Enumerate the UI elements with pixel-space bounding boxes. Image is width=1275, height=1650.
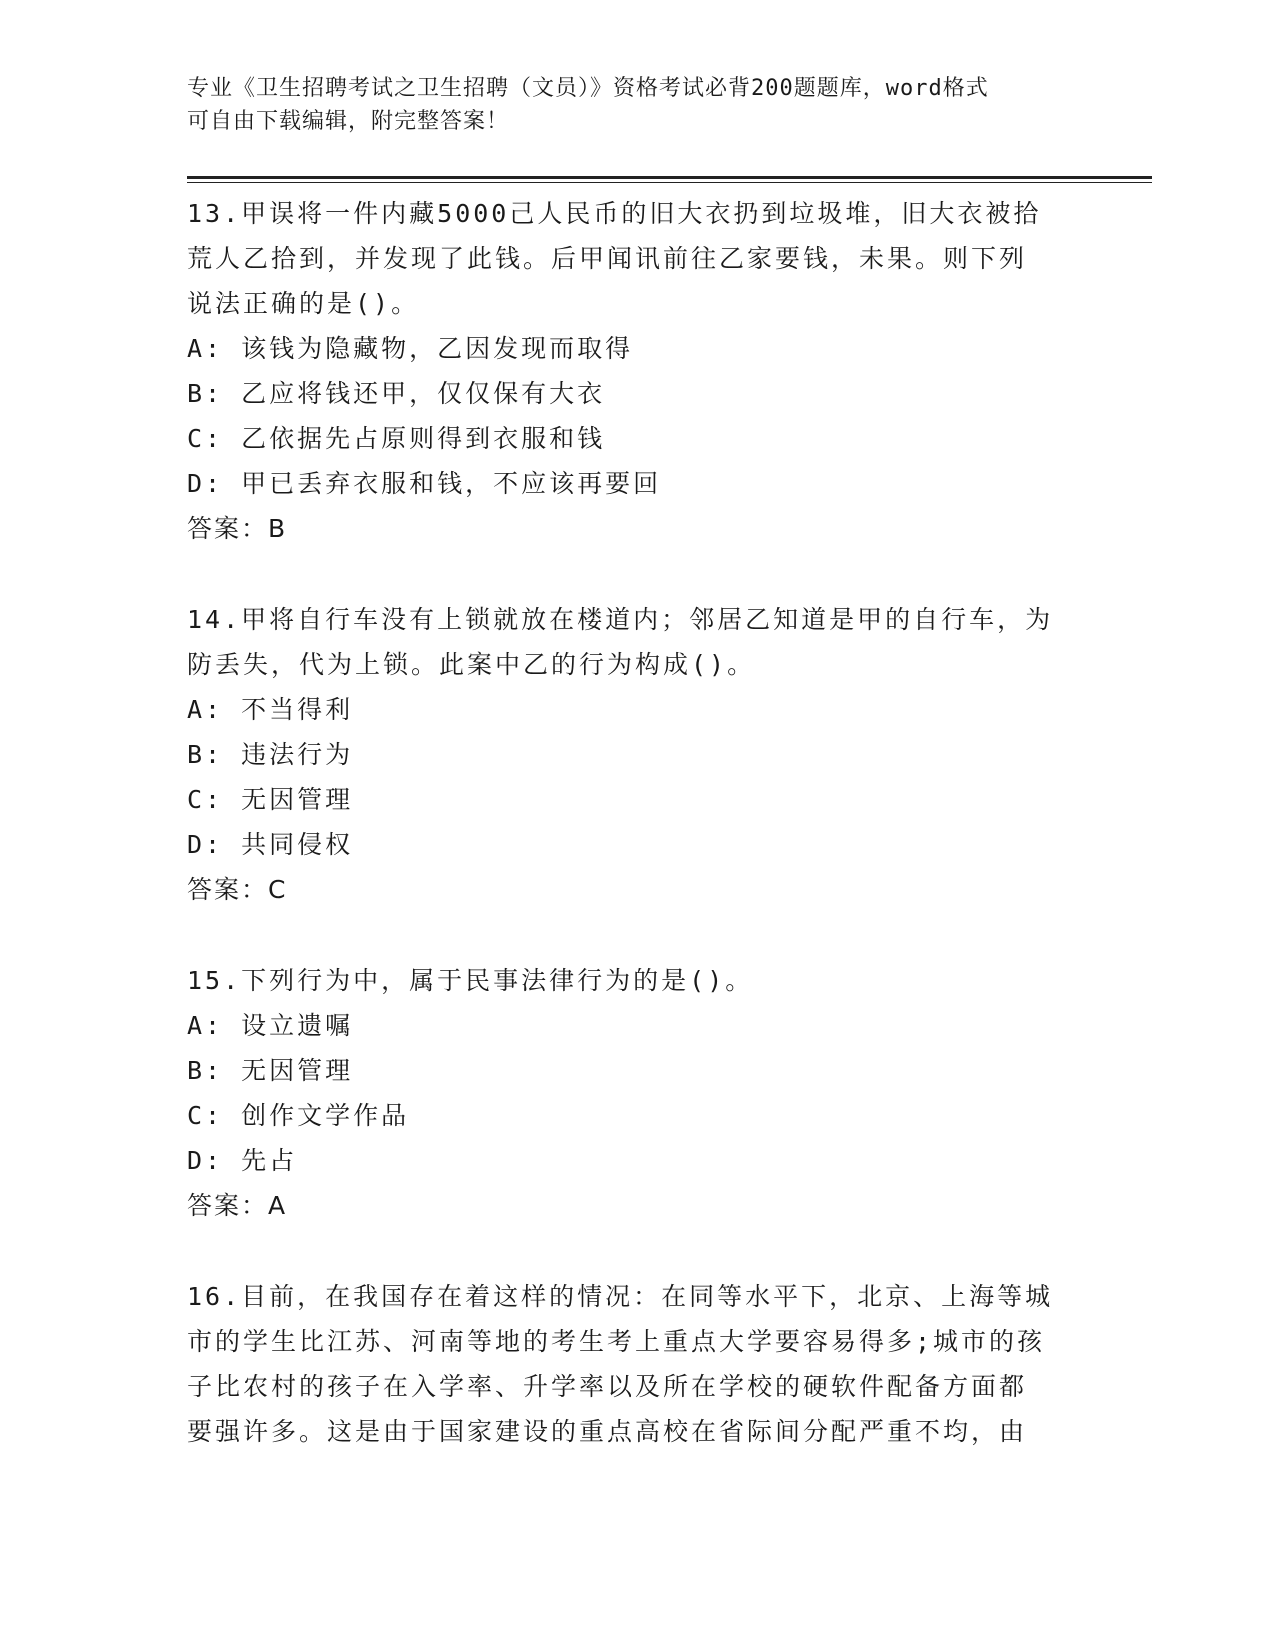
question-stem-line: 13.甲误将一件内藏5000己人民币的旧大衣扔到垃圾堆，旧大衣被拾 bbox=[187, 199, 1042, 228]
question-stem-line: 说法正确的是()。 bbox=[187, 289, 420, 318]
question-16 bbox=[187, 1274, 1087, 1454]
answer-line: 答案：C bbox=[187, 875, 288, 904]
question-stem-line: 15.下列行为中，属于民事法律行为的是()。 bbox=[187, 966, 754, 995]
question-stem-line: 荒人乙拾到，并发现了此钱。后甲闻讯前往乙家要钱，未果。则下列 bbox=[187, 244, 1028, 273]
question-13 bbox=[187, 191, 1087, 551]
option-d: D: 甲已丢弃衣服和钱，不应该再要回 bbox=[187, 469, 662, 498]
option-c: C: 创作文学作品 bbox=[187, 1101, 410, 1130]
question-15 bbox=[187, 958, 1087, 1228]
question-list bbox=[187, 191, 1087, 1454]
question-14 bbox=[187, 597, 1087, 912]
document-header bbox=[187, 72, 1087, 138]
question-stem-line: 市的学生比江苏、河南等地的考生考上重点大学要容易得多;城市的孩 bbox=[187, 1327, 1046, 1356]
option-b: B: 无因管理 bbox=[187, 1056, 354, 1085]
header-divider-thick bbox=[187, 176, 1152, 179]
question-stem-line: 要强许多。这是由于国家建设的重点高校在省际间分配严重不均，由 bbox=[187, 1417, 1028, 1446]
option-b: B: 违法行为 bbox=[187, 740, 354, 769]
option-c: C: 无因管理 bbox=[187, 785, 354, 814]
answer-line: 答案：B bbox=[187, 514, 288, 543]
option-a: A: 不当得利 bbox=[187, 695, 354, 724]
question-stem-line: 子比农村的孩子在入学率、升学率以及所在学校的硬软件配备方面都 bbox=[187, 1372, 1028, 1401]
header-divider-thin bbox=[187, 182, 1152, 183]
question-spacer bbox=[187, 912, 1087, 958]
option-d: D: 先占 bbox=[187, 1146, 298, 1175]
header-line-2: 可自由下载编辑，附完整答案！ bbox=[187, 109, 510, 134]
option-b: B: 乙应将钱还甲，仅仅保有大衣 bbox=[187, 379, 606, 408]
question-stem-line: 14.甲将自行车没有上锁就放在楼道内；邻居乙知道是甲的自行车，为 bbox=[187, 605, 1054, 634]
question-spacer bbox=[187, 551, 1087, 597]
header-line-1: 专业《卫生招聘考试之卫生招聘（文员）》资格考试必背200题题库，word格式 bbox=[187, 76, 989, 101]
option-d: D: 共同侵权 bbox=[187, 830, 354, 859]
question-stem-line: 防丢失，代为上锁。此案中乙的行为构成()。 bbox=[187, 650, 756, 679]
question-stem-line: 16.目前，在我国存在着这样的情况：在同等水平下，北京、上海等城 bbox=[187, 1282, 1054, 1311]
option-a: A: 设立遗嘱 bbox=[187, 1011, 354, 1040]
option-c: C: 乙依据先占原则得到衣服和钱 bbox=[187, 424, 606, 453]
answer-line: 答案：A bbox=[187, 1191, 288, 1220]
question-spacer bbox=[187, 1228, 1087, 1274]
option-a: A: 该钱为隐藏物，乙因发现而取得 bbox=[187, 334, 634, 363]
